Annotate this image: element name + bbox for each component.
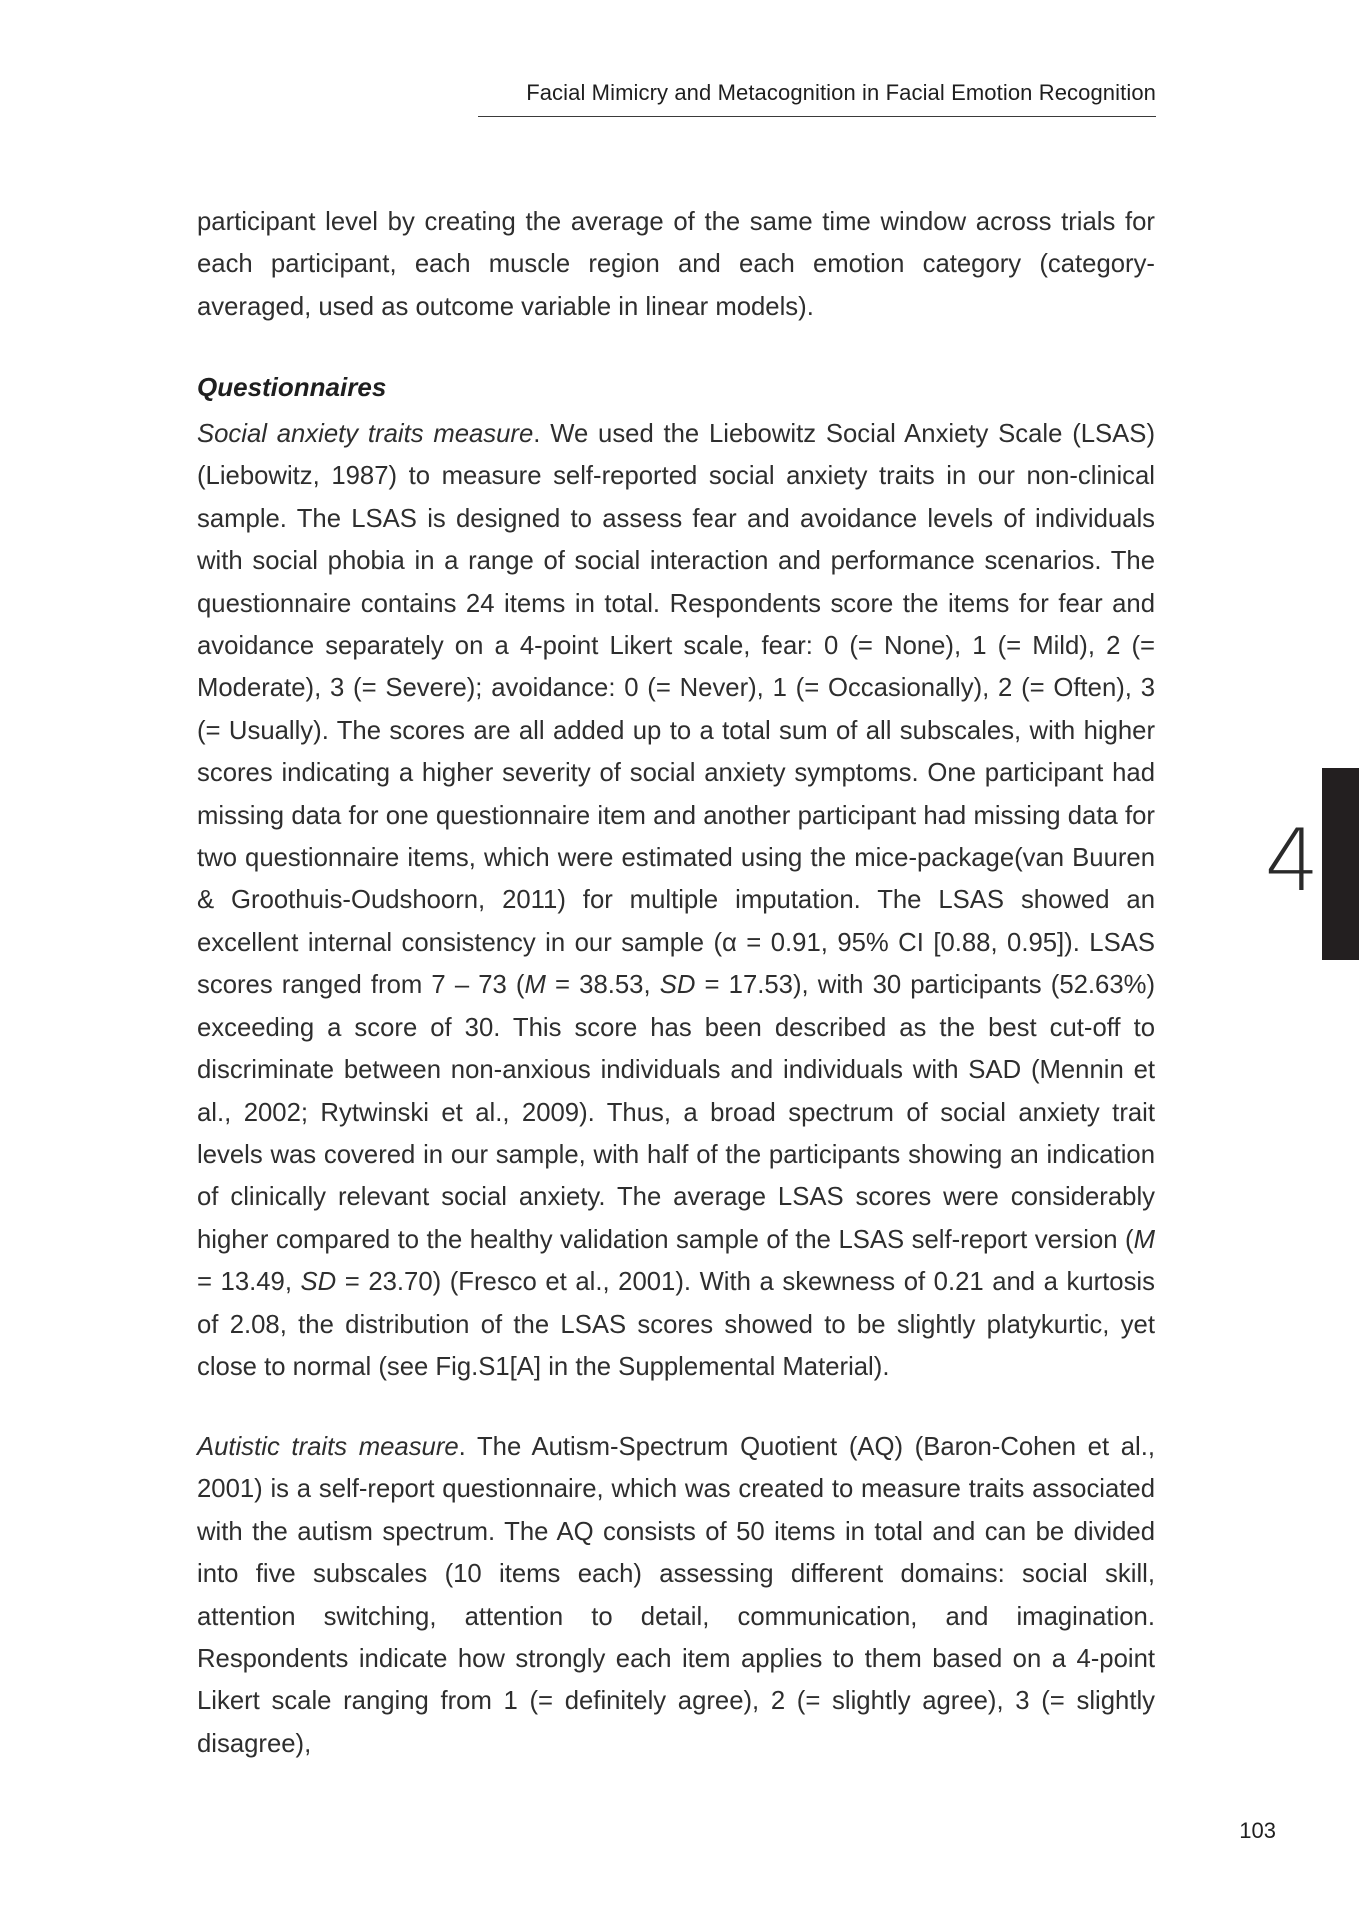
page-number: 103 [1239,1818,1276,1843]
lsas-text-4: = 13.49, [197,1268,301,1297]
mean-symbol: M [1133,1225,1155,1254]
chapter-number: 4 [1264,811,1320,911]
aq-paragraph-block [197,1426,1155,1765]
lsas-text-5: = 23.70) (Fresco et al., 2001). With a skewness of 0.21 and a kurtosis of 2.08, the distribution of the LSAS scores showed to be slightly platykurtic, yet close to normal (see Fig.S1[A] in the Supplemental Material). [197,1268,1155,1381]
lsas-lead-in: Social anxiety traits measure [197,420,534,448]
aq-lead-in: Autistic traits measure [197,1433,459,1461]
lsas-text-2: = 38.53, [545,971,660,1000]
mean-symbol: M [524,971,546,1000]
sd-symbol: SD [300,1268,337,1297]
sd-symbol: SD [659,971,696,1000]
chapter-tab [1322,768,1359,960]
aq-text: . The Autism-Spectrum Quotient (AQ) (Baron-Cohen et al., 2001) is a self-report questionnaire, which was created to measure traits associated with the autism spectrum. The AQ consists of 50 items in total and can be divided into five subscales (10 items each) assessing different domains: social skill, attention switching, attention to detail, communication, and imagination. Respondents indicate how strongly each item applies to them based on a 4-point Likert scale ranging from 1 (= definitely agree), 2 (= slightly agree), 3 (= slightly disagree), [197,1433,1155,1758]
section-heading: Questionnaires [197,372,387,402]
lsas-paragraph [197,413,1155,1388]
lsas-text-1: . We used the Liebowitz Social Anxiety Scale (LSAS) (Liebowitz, 1987) to measure self-reported social anxiety traits in our non-clinical sample. The LSAS is designed to assess fear and avoidance levels of individuals with social phobia in a range of social interaction and performance scenarios. The questionnaire contains 24 items in total. Respondents score the items for fear and avoidance separately on a 4-point Likert scale, fear: 0 (= None), 1 (= Mild), 2 (= Moderate), 3 (= Severe); avoidance: 0 (= Never), 1 (= Occasionally), 2 (= Often), 3 (= Usually). The scores are all added up to a total sum of all subscales, with higher scores indicating a higher severity of social anxiety symptoms. One participant had missing data for one questionnaire item and another participant had missing data for two questionnaire items, which were estimated using the mice-package(van Buuren & Groothuis-Oudshoorn, 2011) for multiple imputation. The LSAS showed an excellent internal consistency in our sample (α = 0.91, 95% CI [0.88, 0.95]). LSAS scores ranged from 7 – 73 ( [197,420,1155,1000]
running-header-title: Facial Mimicry and Metacognition in Facial Emotion Recognition [526,80,1156,105]
intro-paragraph-block [197,201,1155,328]
lsas-text-3: = 17.53), with 30 participants (52.63%) exceeding a score of 30. This score has been described as the best cut-off to discriminate between non-anxious individuals and individuals with SAD (Mennin et al., 2002; Rytwinski et al., 2009). Thus, a broad spectrum of social anxiety trait levels was covered in our sample, with half of the participants showing an indication of clinically relevant social anxiety. The average LSAS scores were considerably higher compared to the healthy validation sample of the LSAS self-report version ( [197,971,1155,1254]
header-rule [478,116,1156,117]
aq-paragraph [197,1426,1155,1765]
lsas-paragraph-block [197,413,1155,1388]
intro-paragraph: participant level by creating the average of the same time window across trials for each participant, each muscle region and each emotion category (category-averaged, used as outcome variable in linear models). [197,208,1155,321]
